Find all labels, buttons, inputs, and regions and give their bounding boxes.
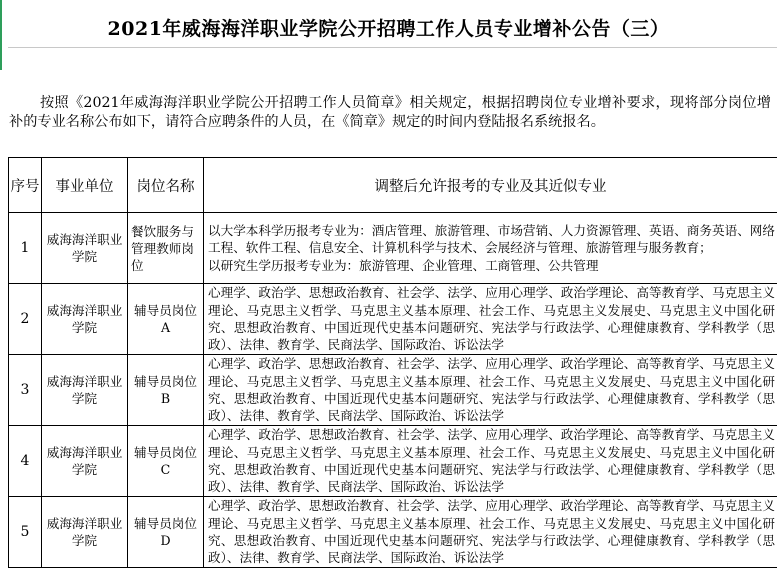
row-num: 2: [9, 284, 42, 355]
majors-undergrad: 以大学本科学历报考专业为：酒店管理、旅游管理、市场营销、人力资源管理、英语、商务英语、网络工程、软件工程、信息安全、计算机科学与技术、会展经济与管理、旅游管理与服务教育；: [208, 222, 775, 256]
header-position: 岗位名称: [128, 158, 204, 213]
table-row: [9, 497, 777, 568]
row-majors: 心理学、政治学、思想政治教育、社会学、法学、应用心理学、政治学理论、高等教育学、马克思主义理论、马克思主义哲学、马克思主义基本原理、社会工作、马克思主义发展史、马克思主义中国化研究、思想政治教育、中国近现代史基本问题研究、宪法学与行政法学、心理健康教育、学科教学（思政）、法律、教育学、民商法学、国际政治、诉讼法学: [204, 497, 777, 568]
majors-graduate: 以研究生学历报考专业为：旅游管理、企业管理、工商管理、公共管理: [208, 257, 599, 273]
page-title: 2021年威海海洋职业学院公开招聘工作人员专业增补公告（三）: [107, 18, 670, 40]
intro-paragraph: 按照《2021年威海海洋职业学院公开招聘工作人员简章》相关规定，根据招聘岗位专业增补要求，现将部分岗位增补的专业名称公布如下，请符合应聘条件的人员，在《简章》规定的时间内登陆报名系统报名。: [9, 95, 771, 130]
row-position: 辅导员岗位A: [128, 284, 204, 355]
row-majors: 心理学、政治学、思想政治教育、社会学、法学、应用心理学、政治学理论、高等教育学、马克思主义理论、马克思主义哲学、马克思主义基本原理、社会工作、马克思主义发展史、马克思主义中国化研究、思想政治教育、中国近现代史基本问题研究、宪法学与行政法学、心理健康教育、学科教学（思政）、法律、教育学、民商法学、国际政治、诉讼法学: [204, 284, 777, 355]
row-num: 5: [9, 497, 42, 568]
row-position: 辅导员岗位C: [128, 426, 204, 497]
row-unit: 威海海洋职业学院: [42, 497, 128, 568]
row-majors: 心理学、政治学、思想政治教育、社会学、法学、应用心理学、政治学理论、高等教育学、马克思主义理论、马克思主义哲学、马克思主义基本原理、社会工作、马克思主义发展史、马克思主义中国化研究、思想政治教育、中国近现代史基本问题研究、宪法学与行政法学、心理健康教育、学科教学（思政）、法律、教育学、民商法学、国际政治、诉讼法学: [204, 355, 777, 426]
row-unit: 威海海洋职业学院: [42, 355, 128, 426]
header-majors: 调整后允许报考的专业及其近似专业: [204, 158, 777, 213]
table-row: [9, 355, 777, 426]
title-divider: [8, 47, 777, 48]
positions-table: [8, 157, 777, 568]
row-majors: 心理学、政治学、思想政治教育、社会学、法学、应用心理学、政治学理论、高等教育学、马克思主义理论、马克思主义哲学、马克思主义基本原理、社会工作、马克思主义发展史、马克思主义中国化研究、思想政治教育、中国近现代史基本问题研究、宪法学与行政法学、心理健康教育、学科教学（思政）、法律、教育学、民商法学、国际政治、诉讼法学: [204, 426, 777, 497]
header-num: 序号: [9, 158, 42, 213]
table-header-row: [9, 158, 777, 213]
row-num: 1: [9, 213, 42, 284]
row-unit: 威海海洋职业学院: [42, 213, 128, 284]
row-position: 辅导员岗位D: [128, 497, 204, 568]
row-num: 4: [9, 426, 42, 497]
row-position: 餐饮服务与管理教师岗位: [128, 213, 204, 284]
row-unit: 威海海洋职业学院: [42, 426, 128, 497]
row-unit: 威海海洋职业学院: [42, 284, 128, 355]
table-row: [9, 284, 777, 355]
header-unit: 事业单位: [42, 158, 128, 213]
table-row: [9, 213, 777, 284]
table-row: [9, 426, 777, 497]
row-num: 3: [9, 355, 42, 426]
row-position: 辅导员岗位B: [128, 355, 204, 426]
row-majors: [204, 213, 777, 284]
